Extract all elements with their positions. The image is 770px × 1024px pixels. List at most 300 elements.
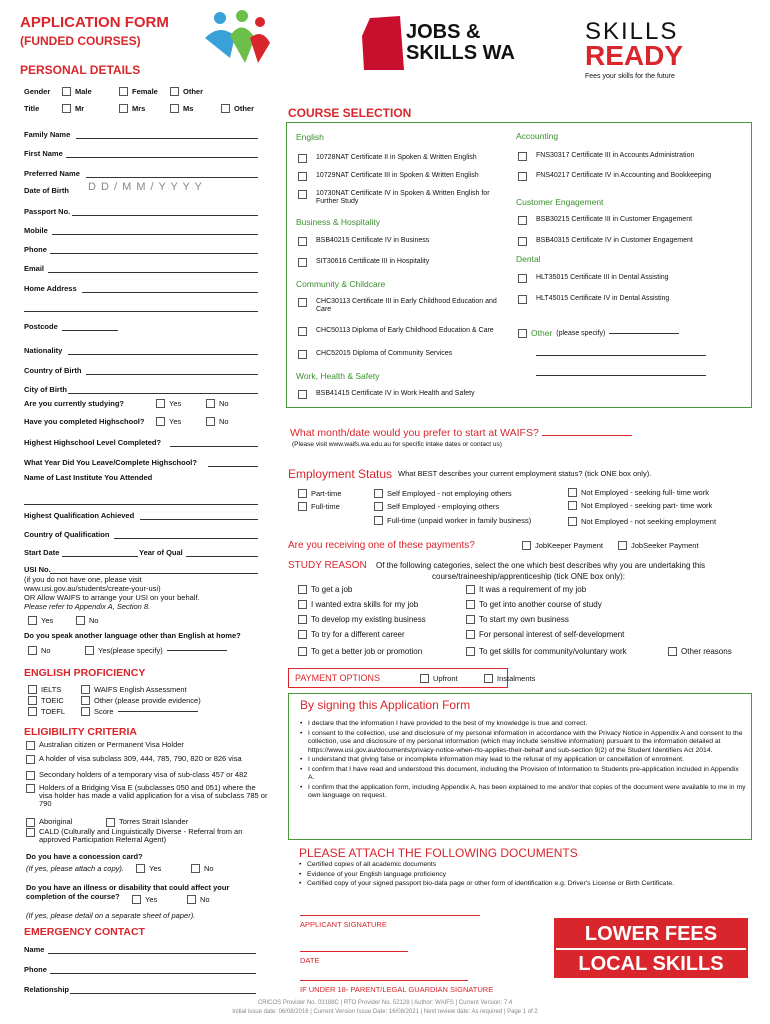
eligibility-checkbox[interactable] (26, 755, 35, 764)
country-qual-label: Country of Qualification (24, 530, 110, 539)
dental-course-0-label: HLT35015 Certificate III in Dental Assisting (536, 274, 669, 281)
course-other-note: (please specify) (556, 329, 606, 337)
dental-course-1-label: HLT45015 Certificate IV in Dental Assisting (536, 295, 670, 302)
eligibility-checkbox[interactable] (106, 818, 115, 827)
illness-note: (If yes, please detail on a separate sheet of paper). (26, 911, 196, 920)
emergency-relationship-label: Relationship (24, 985, 70, 994)
ne-not-label: Not Employed - not seeking employment (581, 517, 717, 526)
community-course-2 (298, 350, 508, 359)
study-reason-checkbox[interactable] (466, 585, 475, 594)
illness-no-checkbox[interactable] (187, 895, 196, 904)
customer-course-1-label: BSB40315 Certificate IV in Customer Engagement (536, 237, 693, 244)
ready-logo-text: READY (585, 40, 684, 71)
eligibility-label: Secondary holders of a temporary visa of sub-class 457 or 482 (39, 770, 248, 779)
english-course-1 (298, 172, 508, 181)
email-line[interactable] (48, 272, 258, 273)
eligibility-item (26, 771, 271, 780)
jobseeker-label: JobSeeker Payment (631, 541, 699, 550)
passport-label: Passport No. (24, 207, 71, 216)
female-checkbox[interactable] (119, 87, 128, 96)
study-reason-label: For personal interest of self-development (479, 630, 625, 639)
usi-label: USI No. (24, 565, 51, 574)
study-reason-label: Other reasons (681, 647, 732, 656)
completed-hs-question: Have you completed Highschool? (24, 417, 145, 426)
english-course-0-label: 10728NAT Certificate II in Spoken & Written English (316, 154, 477, 161)
self-emp-checkbox[interactable] (374, 502, 383, 511)
accounting-course-1-label: FNS40217 Certificate IV in Accounting and Bookkeeping (536, 172, 712, 179)
parent-signature-label: IF UNDER 18- PARENT/LEGAL GUARDIAN SIGNATURE (300, 985, 494, 994)
title-other-label: Other (234, 104, 255, 113)
payments-question: Are you receiving one of these payments? (288, 540, 475, 551)
studying-question: Are you currently studying? (24, 399, 125, 408)
emergency-name-label: Name (24, 945, 45, 954)
study-reason-item (668, 647, 732, 656)
eligibility-item (26, 818, 76, 827)
part-time-label: Part-time (311, 489, 342, 498)
signing-list (300, 720, 746, 802)
eligibility-checkbox[interactable] (26, 771, 35, 780)
first-name-label: First Name (24, 149, 63, 158)
eligibility-checkbox[interactable] (26, 741, 35, 750)
score-label: Score (94, 707, 114, 716)
customer-course-1 (518, 237, 748, 246)
phone-label: Phone (24, 245, 47, 254)
concession-note: (If yes, please attach a copy). (26, 864, 124, 873)
concession-no-checkbox[interactable] (191, 864, 200, 873)
preferred-name-line[interactable] (86, 177, 258, 178)
accounting-course-0-checkbox[interactable] (518, 152, 527, 161)
form-title: APPLICATION FORM (20, 14, 169, 31)
family-name-line[interactable] (76, 138, 258, 139)
eligibility-label: CALD (Culturally and Linguistically Diverse - Referral from an approved Participation Referral Agent) (39, 827, 243, 844)
eligibility-label: A holder of visa subclass 309, 444, 785, 790, 820 or 826 visa (39, 754, 242, 763)
illness-question: Do you have an illness or disability that could affect your completion of the course? (26, 883, 230, 901)
footer-line2: Initial issue date: 06/08/2016 | Current Version Issue Date: 16/08/2021 | Next review date: As required | Page 1 of 2 (232, 1009, 538, 1015)
year-qual-line[interactable] (186, 556, 258, 557)
form-subtitle: (FUNDED COURSES) (20, 34, 141, 48)
study-reason-label: I wanted extra skills for my job (311, 600, 419, 609)
concession-question: Do you have a concession card? (26, 852, 143, 861)
eligibility-item (106, 818, 276, 827)
mrs-label: Mrs (132, 104, 146, 113)
study-reason-label: To try for a different career (311, 630, 405, 639)
dob-input[interactable]: D D / M M / Y Y Y Y (88, 181, 203, 193)
extra-line[interactable] (24, 504, 258, 505)
mrs-checkbox[interactable] (119, 104, 128, 113)
date-label: DATE (300, 956, 320, 965)
promo-line2: LOCAL SKILLS (556, 948, 746, 978)
study-reason-checkbox[interactable] (668, 647, 677, 656)
business-heading: Business & Hospitality (296, 217, 381, 227)
ne-part-checkbox[interactable] (568, 501, 577, 510)
ms-label: Ms (183, 104, 194, 113)
study-reason-item (298, 615, 426, 624)
self-not-checkbox[interactable] (374, 489, 383, 498)
studying-no-label: No (219, 399, 229, 408)
community-heading: Community & Childcare (296, 279, 386, 289)
study-reason-label: To get into another course of study (479, 600, 602, 609)
usi-note4: Please refer to Appendix A, Section 8. (24, 602, 151, 611)
studying-yes-checkbox[interactable] (156, 399, 165, 408)
eligibility-checkbox[interactable] (26, 828, 35, 837)
ms-checkbox[interactable] (170, 104, 179, 113)
toeic-checkbox[interactable] (28, 696, 37, 705)
upfront-label: Upfront (433, 674, 458, 683)
promo-line1: LOWER FEES (556, 920, 746, 948)
parent-signature-line[interactable] (300, 980, 468, 981)
highest-qual-label: Highest Qualification Achieved (24, 511, 135, 520)
course-other-line[interactable] (609, 333, 679, 334)
english-course-1-checkbox[interactable] (298, 172, 307, 181)
ne-part-label: Not Employed - seeking part- time work (581, 501, 713, 510)
toefl-checkbox[interactable] (28, 707, 37, 716)
eligibility-label: Holders of a Bridging Visa E (subclasses 050 and 051) where the visa holder has made a valid application for a visa of subclass 785 or 790 (39, 783, 268, 808)
dental-course-1-checkbox[interactable] (518, 295, 527, 304)
study-reason-item (466, 615, 569, 624)
dental-course-0-checkbox[interactable] (518, 274, 527, 283)
study-reason-label: To start my own business (479, 615, 569, 624)
emergency-phone-label: Phone (24, 965, 47, 974)
attach-item: • Certified copies of all academic documents (299, 861, 749, 870)
attach-item: • Certified copy of your signed passport bio-data page or other form of identification e.g. Driver's License or Birth Certificate. (299, 880, 749, 889)
completed-hs-no-checkbox[interactable] (206, 417, 215, 426)
dob-label: Date of Birth (24, 186, 69, 195)
work-course-0-label: BSB41415 Certificate IV in Work Health and Safety (316, 390, 475, 397)
jobseeker-checkbox[interactable] (618, 541, 627, 550)
signing-item: • I confirm that I have read and understood this document, including the Provision of Information to Students pre-application included in Appendix A. (300, 766, 746, 783)
start-date-label: Start Date (24, 548, 60, 557)
unpaid-checkbox[interactable] (374, 516, 383, 525)
study-question: Of the following categories, select the one which best describes why you are undertaking this course/traineeship/apprenticeship (tick ONE box only): (376, 561, 706, 581)
waifs-logo (200, 8, 275, 73)
eligibility-item (26, 741, 271, 750)
start-question (290, 427, 632, 439)
other-lang-yes-label: Yes(please specify) (98, 646, 163, 655)
emergency-name-line[interactable] (48, 953, 256, 954)
usi-yes-label: Yes (41, 616, 54, 625)
community-course-2-checkbox[interactable] (298, 350, 307, 359)
community-course-0 (298, 298, 508, 314)
work-heading: Work, Health & Safety (296, 371, 380, 381)
usi-yes (28, 616, 53, 625)
community-course-1-label: CHC50113 Diploma of Early Childhood Education & Care (316, 327, 494, 334)
signing-item: • I understand that giving false or incomplete information may lead to the refusal of my application or cancellation of enrolment. (300, 756, 746, 765)
mobile-line[interactable] (52, 234, 258, 235)
date-line[interactable] (300, 951, 408, 952)
business-course-0 (298, 237, 508, 246)
study-reason-checkbox[interactable] (298, 630, 307, 639)
community-course-2-label: CHC52015 Diploma of Community Services (316, 350, 453, 357)
ielts-checkbox[interactable] (28, 685, 37, 694)
english-course-1-label: 10729NAT Certificate III in Spoken & Written English (316, 172, 479, 179)
emergency-heading: EMERGENCY CONTACT (24, 926, 145, 938)
first-name-line[interactable] (66, 157, 258, 158)
eligibility-label: Aboriginal (39, 817, 73, 826)
other-lang-no (28, 646, 227, 655)
emergency-phone-line[interactable] (50, 973, 256, 974)
customer-heading: Customer Engagement (516, 197, 604, 207)
ne-full-label: Not Employed - seeking full- time work (581, 488, 709, 497)
study-reason-checkbox[interactable] (298, 647, 307, 656)
attach-list (299, 861, 749, 890)
self-emp-label: Self Employed - employing others (387, 502, 500, 511)
other-lang-no-checkbox[interactable] (28, 646, 37, 655)
emergency-relationship-line[interactable] (70, 993, 256, 994)
year-qual-label: Year of Qual (139, 548, 183, 557)
jobkeeper-checkbox[interactable] (522, 541, 531, 550)
highest-qual-line[interactable] (140, 519, 258, 520)
footer-line1: CRICOS Provider No. 03188C | RTO Provider No. 52128 | Author: WAIFS | Current Version: 7.4 (257, 1000, 513, 1006)
accounting-course-0 (518, 152, 748, 161)
usi-no-checkbox[interactable] (76, 616, 85, 625)
customer-course-1-checkbox[interactable] (518, 237, 527, 246)
studying-yes (156, 399, 181, 408)
instalments-checkbox[interactable] (484, 674, 493, 683)
skills-logo-text: SKILLS (585, 18, 679, 45)
other-lang-yes-checkbox[interactable] (85, 646, 94, 655)
self-not-label: Self Employed - not employing others (387, 489, 512, 498)
course-other (518, 328, 679, 338)
employment-heading: Employment Status (288, 467, 393, 481)
home-address-line[interactable] (82, 292, 258, 293)
family-name-label: Family Name (24, 130, 71, 139)
course-other-label: Other (531, 328, 553, 338)
other-lang-question: Do you speak another language other than English at home? (24, 631, 241, 640)
ne-not-checkbox[interactable] (568, 517, 577, 526)
study-heading: STUDY REASON (288, 560, 367, 571)
eligibility-checkbox[interactable] (26, 818, 35, 827)
study-reason-label: It was a requirement of my job (479, 585, 587, 594)
community-course-1 (298, 327, 508, 336)
gender-other-label: Other (183, 87, 204, 96)
study-reason-item (466, 630, 624, 639)
studying-no (206, 399, 229, 408)
eligibility-label: Torres Strait Islander (119, 817, 189, 826)
customer-course-0-checkbox[interactable] (518, 216, 527, 225)
completed-hs-yes-label: Yes (169, 417, 182, 426)
accounting-course-0-label: FNS30317 Certificate III in Accounts Administration (536, 152, 695, 159)
study-reason-item (466, 600, 602, 609)
employment-question: What BEST describes your current employment status? (tick ONE box only). (398, 469, 652, 478)
study-reason-checkbox[interactable] (466, 630, 475, 639)
studying-yes-label: Yes (169, 399, 182, 408)
upfront-checkbox[interactable] (420, 674, 429, 683)
other-lang-no-label: No (41, 646, 51, 655)
home-address-label: Home Address (24, 284, 77, 293)
applicant-signature-line[interactable] (300, 915, 480, 916)
passport-line[interactable] (72, 215, 258, 216)
customer-course-0 (518, 216, 748, 225)
illness-no-label: No (200, 895, 210, 904)
community-course-1-checkbox[interactable] (298, 327, 307, 336)
illness-yes-checkbox[interactable] (132, 895, 141, 904)
english-course-0-checkbox[interactable] (298, 154, 307, 163)
mr-label: Mr (75, 104, 85, 113)
preferred-name-label: Preferred Name (24, 169, 80, 178)
other-lang-line[interactable] (167, 650, 227, 651)
course-other-line-2[interactable] (536, 355, 706, 356)
illness-yes-label: Yes (145, 895, 158, 904)
attach-heading: PLEASE ATTACH THE FOLLOWING DOCUMENTS (299, 846, 578, 860)
nationality-line[interactable] (68, 354, 258, 355)
hs-level-line[interactable] (170, 446, 258, 447)
part-time-checkbox[interactable] (298, 489, 307, 498)
study-reason-checkbox[interactable] (298, 600, 307, 609)
english-other-label: Other (please provide evidence) (94, 696, 201, 705)
unpaid-label: Full-time (unpaid worker in family business) (387, 516, 532, 525)
completed-hs-no (206, 417, 229, 426)
signing-item: • I declare that the information I have provided to the best of my knowledge is true and correct. (300, 720, 746, 729)
full-time-label: Full-time (311, 502, 340, 511)
eligibility-label: Australian citizen or Permanent Visa Holder (39, 740, 184, 749)
concession-yes-label: Yes (149, 864, 162, 873)
course-heading: COURSE SELECTION (288, 106, 412, 120)
extra-line[interactable] (24, 311, 258, 312)
instalments-label: Instalments (497, 674, 536, 683)
dental-course-1 (518, 295, 748, 304)
gender-other-checkbox[interactable] (170, 87, 179, 96)
postcode-line[interactable] (62, 330, 118, 331)
business-course-0-label: BSB40215 Certificate IV in Business (316, 237, 430, 244)
waifs-checkbox[interactable] (81, 685, 90, 694)
study-reason-checkbox[interactable] (466, 600, 475, 609)
english-other-checkbox[interactable] (81, 696, 90, 705)
signing-heading: By signing this Application Form (300, 698, 471, 712)
skills-wa-logo-text: SKILLS WA (406, 42, 515, 64)
english-heading: English (296, 132, 324, 142)
business-course-1 (298, 258, 508, 267)
waifs-label: WAIFS English Assessment (94, 685, 187, 694)
female-label: Female (132, 87, 158, 96)
toeic-label: TOEIC (41, 696, 64, 705)
usi-note2: www.usi.gov.au/students/create-your-usi) (24, 584, 161, 593)
toefl-label: TOEFL (41, 707, 66, 716)
usi-no (76, 616, 99, 625)
work-course-0-checkbox[interactable] (298, 390, 307, 399)
hs-year-label: What Year Did You Leave/Complete Highschool? (24, 458, 197, 467)
english-course-2 (298, 190, 508, 206)
eligibility-item (26, 784, 271, 808)
personal-heading: PERSONAL DETAILS (20, 63, 141, 77)
skills-ready-tagline: Fees your skills for the future (585, 73, 675, 80)
community-course-0-checkbox[interactable] (298, 298, 307, 307)
city-birth-line[interactable] (68, 393, 258, 394)
start-note: (Please visit www.waifs.wa.edu.au for specific intake dates or contact us) (292, 441, 502, 448)
eligibility-item (26, 828, 271, 844)
business-course-1-label: SIT30616 Certificate III in Hospitality (316, 258, 430, 265)
usi-no-label: No (89, 616, 99, 625)
study-reason-label: To get a better job or promotion (311, 647, 423, 656)
completed-hs-no-label: No (219, 417, 229, 426)
hs-year-line[interactable] (208, 466, 258, 467)
usi-note3: OR Allow WAIFS to arrange your USI on your behalf. (24, 593, 200, 602)
signing-item: • I confirm that the application form, including Appendix A, has been explained to me and/or that copies of the document were available to me in my own language on request. (300, 784, 746, 801)
study-reason-label: To get skills for community/voluntary work (479, 647, 627, 656)
start-date-line[interactable] (542, 435, 632, 436)
study-reason-checkbox[interactable] (466, 647, 475, 656)
community-course-0-label: CHC30113 Certificate III in Early Childhood Education and Care (316, 298, 497, 313)
study-reason-item (466, 585, 586, 594)
usi-yes-checkbox[interactable] (28, 616, 37, 625)
study-reason-label: To get a job (311, 585, 353, 594)
payment-options-heading: PAYMENT OPTIONS (295, 673, 381, 683)
study-reason-item (298, 585, 352, 594)
male-checkbox[interactable] (62, 87, 71, 96)
completed-hs-yes (156, 417, 181, 426)
postcode-label: Postcode (24, 322, 58, 331)
course-other-checkbox[interactable] (518, 329, 527, 338)
applicant-signature-label: APPLICANT SIGNATURE (300, 920, 387, 929)
attach-item: • Evidence of your English language proficiency (299, 871, 749, 880)
study-reason-checkbox[interactable] (298, 615, 307, 624)
english-course-2-checkbox[interactable] (298, 190, 307, 199)
study-reason-checkbox[interactable] (466, 615, 475, 624)
studying-no-checkbox[interactable] (206, 399, 215, 408)
business-course-1-checkbox[interactable] (298, 258, 307, 267)
course-other-line-3[interactable] (536, 375, 706, 376)
email-label: Email (24, 264, 45, 273)
hs-level-label: Highest Highschool Level Completed? (24, 438, 162, 447)
english-heading: ENGLISH PROFICIENCY (24, 667, 146, 679)
concession-no-label: No (204, 864, 214, 873)
business-course-0-checkbox[interactable] (298, 237, 307, 246)
study-reason-item (298, 600, 418, 609)
ne-full-checkbox[interactable] (568, 488, 577, 497)
title-other-checkbox[interactable] (221, 104, 230, 113)
study-reason-item (298, 647, 422, 656)
score-checkbox[interactable] (81, 707, 90, 716)
eligibility-heading: ELIGIBILITY CRITERIA (24, 726, 137, 738)
city-birth-label: City of Birth (24, 385, 67, 394)
signing-item: • I consent to the collection, use and disclosure of my personal information in accordance with the Privacy Notice in Appendix A and consent to the collection, use and disclosure of my personal information (which may include sensitive information) pursuant to the information detailed at https://www.usi.gov.au/documents/privacy-notice-when-rto-applies-their-behalf and sub-section 9(2) of the Student Identifiers Act 2014. (300, 730, 746, 756)
mobile-label: Mobile (24, 226, 48, 235)
english-course-2-label: 10730NAT Certificate IV in Spoken & Written English for Further Study (316, 190, 490, 205)
promo-badge (554, 918, 748, 978)
country-birth-line[interactable] (86, 374, 258, 375)
eligibility-item (26, 755, 271, 764)
nationality-label: Nationality (24, 346, 63, 355)
accounting-course-1 (518, 172, 748, 181)
male-label: Male (75, 87, 92, 96)
english-course-0 (298, 154, 508, 163)
work-course-0 (298, 390, 508, 399)
accounting-course-1-checkbox[interactable] (518, 172, 527, 181)
jobs-logo-text: JOBS & (406, 21, 481, 43)
study-reason-item (298, 630, 405, 639)
study-reason-item (466, 647, 627, 656)
phone-line[interactable] (50, 253, 258, 254)
jobkeeper-label: JobKeeper Payment (535, 541, 603, 550)
concession-yes-checkbox[interactable] (136, 864, 145, 873)
country-qual-line[interactable] (114, 538, 258, 539)
start-date-line[interactable] (62, 556, 138, 557)
score-line[interactable] (118, 711, 198, 712)
eligibility-checkbox[interactable] (26, 784, 35, 793)
study-reason-label: To develop my existing business (311, 615, 426, 624)
completed-hs-yes-checkbox[interactable] (156, 417, 165, 426)
last-institute-label: Name of Last Institute You Attended (24, 473, 153, 482)
title-label: Title (24, 104, 40, 113)
wa-map-icon (360, 14, 408, 72)
full-time-checkbox[interactable] (298, 502, 307, 511)
ielts-label: IELTS (41, 685, 62, 694)
gender-label: Gender (24, 87, 51, 96)
study-reason-checkbox[interactable] (298, 585, 307, 594)
dental-heading: Dental (516, 254, 541, 264)
mr-checkbox[interactable] (62, 104, 71, 113)
country-birth-label: Country of Birth (24, 366, 82, 375)
usi-line[interactable] (50, 573, 258, 574)
